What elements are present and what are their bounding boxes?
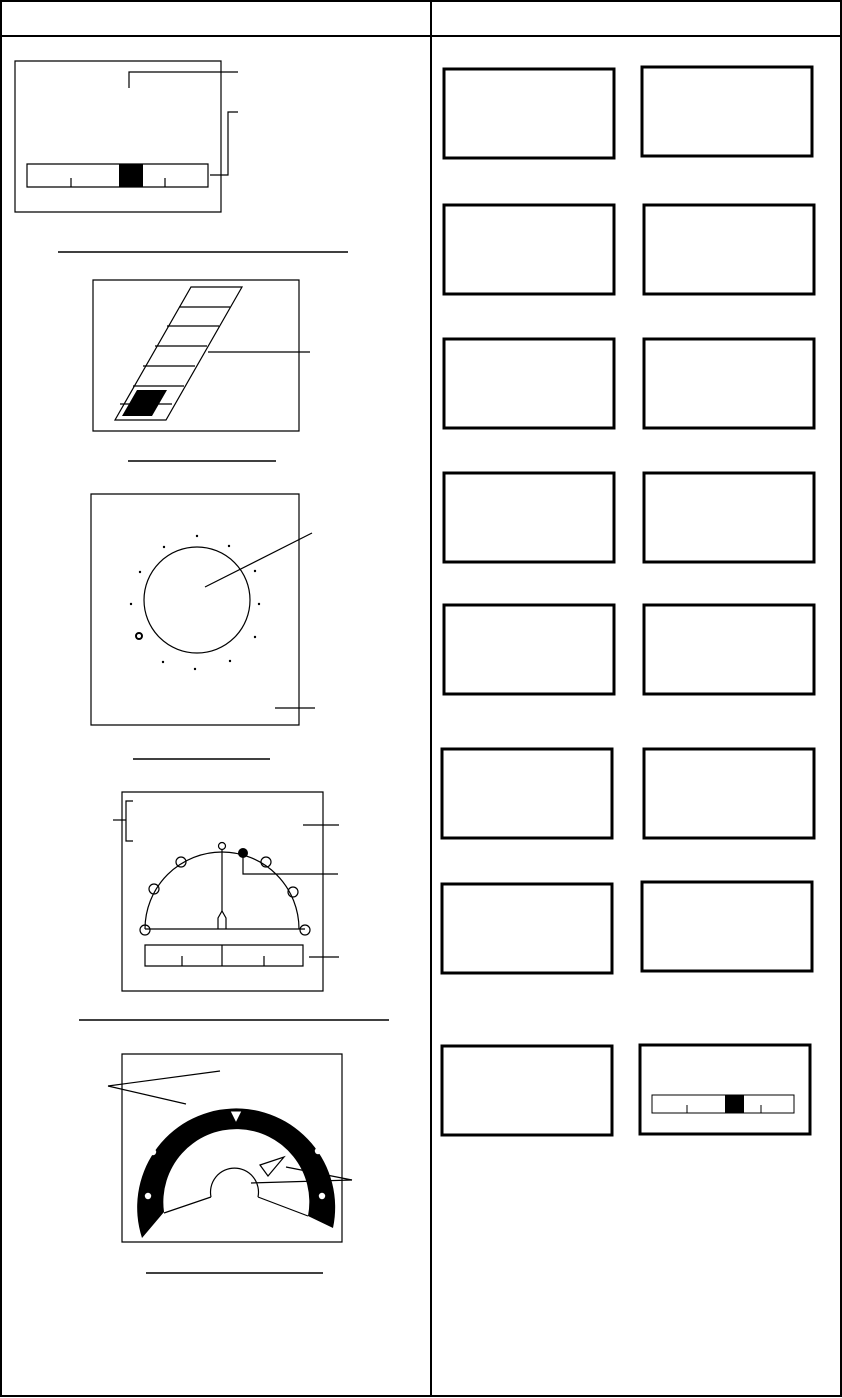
- circular-dial-figure: [91, 494, 315, 725]
- answer-panel: [644, 473, 814, 562]
- figure3-tick-dot: [228, 545, 230, 547]
- figure1-frame: [15, 61, 221, 212]
- figure1-indicator: [119, 164, 143, 187]
- answer-panel: [640, 1045, 810, 1134]
- answer-panel: [442, 884, 612, 973]
- figure3-tick-dot: [254, 636, 256, 638]
- panel-indicator: [725, 1095, 744, 1113]
- answer-panels: [442, 67, 814, 1135]
- figure2-frame: [93, 280, 299, 431]
- figure3-tick-dot: [254, 570, 256, 572]
- answer-panel: [644, 339, 814, 428]
- figure4-point: [300, 925, 310, 935]
- answer-panel: [444, 339, 614, 428]
- figure1-callout: [129, 72, 238, 88]
- figure3-dots: [130, 535, 260, 670]
- figure3-tick-dot: [130, 603, 132, 605]
- figure3-dial: [144, 547, 250, 653]
- answer-panel: [444, 605, 614, 694]
- answer-panel: [442, 1046, 612, 1135]
- answer-panel: [644, 749, 814, 838]
- figure5-inner-edge: [164, 1197, 308, 1216]
- figure5-dot: [280, 1110, 286, 1116]
- arc-gauge-figure: [108, 1054, 352, 1242]
- figure3-tick-dot: [162, 661, 164, 663]
- panel-scale-bar: [652, 1095, 794, 1113]
- figure5-dot: [315, 1148, 321, 1154]
- answer-panel: [444, 205, 614, 294]
- figure3-tick-dot: [258, 603, 260, 605]
- figure5-callout: [108, 1071, 220, 1086]
- answer-panel: [644, 605, 814, 694]
- answer-panel: [442, 749, 612, 838]
- figure4-needle-base: [218, 911, 226, 929]
- linear-bar-figure: [15, 61, 238, 212]
- answer-panel: [444, 69, 614, 158]
- figure3-frame: [91, 494, 299, 725]
- figure3-callout: [205, 533, 312, 587]
- figure1-callout: [210, 112, 238, 175]
- answer-panel: [642, 67, 812, 156]
- figure5-dot: [145, 1193, 151, 1199]
- answer-panel: [444, 473, 614, 562]
- figure5-callout: [108, 1086, 186, 1104]
- answer-panel: [642, 882, 812, 971]
- figure2-indicator: [122, 390, 167, 416]
- figure3-tick-dot: [139, 571, 141, 573]
- figure5-dot: [150, 1149, 156, 1155]
- figure5-arc-band: [137, 1108, 335, 1238]
- figure3-tick-dot: [229, 660, 231, 662]
- figure4-active-point: [238, 848, 248, 858]
- figure4-callout: [243, 857, 338, 874]
- last-panel-bar: [652, 1095, 794, 1113]
- figure4-point: [219, 843, 226, 850]
- figure5-callout: [251, 1180, 352, 1183]
- figure4-bracket: [126, 801, 133, 841]
- figure1-scale-bar: [27, 164, 208, 187]
- diagonal-bar-figure: [93, 280, 310, 431]
- figure3-tick-dot: [163, 546, 165, 548]
- figure3-tick-dot: [194, 668, 196, 670]
- figure4-scale-bar: [145, 945, 303, 966]
- figure5-dot: [319, 1193, 325, 1199]
- figure5-dot: [185, 1109, 191, 1115]
- figure3-marker: [136, 633, 142, 639]
- figure3-tick-dot: [196, 535, 198, 537]
- answer-panel: [644, 205, 814, 294]
- page-border: [1, 1, 841, 1396]
- semicircular-dial-figure: [113, 792, 339, 991]
- figure5-pointer: [260, 1157, 284, 1176]
